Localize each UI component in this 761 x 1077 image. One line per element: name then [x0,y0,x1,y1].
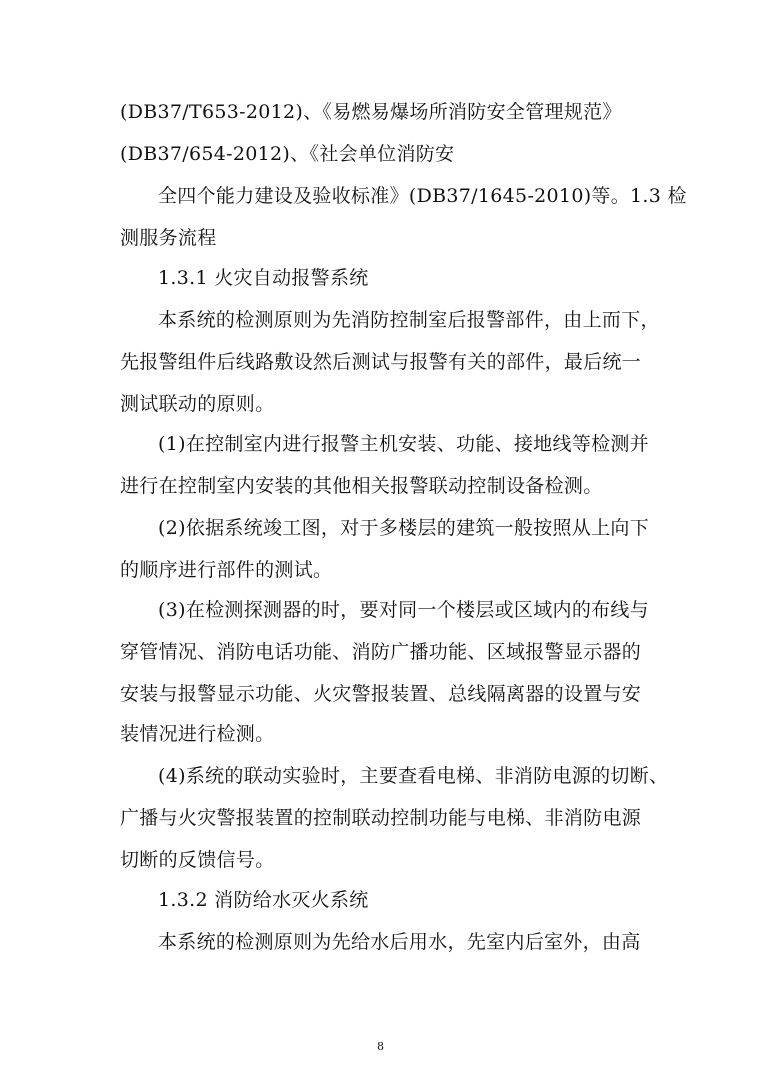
text-line-8: 测试联动的原则。 [120,393,275,415]
text-line-12: 的顺序进行部件的测试。 [120,559,333,581]
text-line-19: 切断的反馈信号。 [120,849,275,871]
text-line-11: (2)依据系统竣工图，对于多楼层的建筑一般按照从上向下 [158,517,650,539]
text-line-15: 安装与报警显示功能、火灾警报装置、总线隔离器的设置与安 [120,683,642,705]
text-line-14: 穿管情况、消防电话功能、消防广播功能、区域报警显示器的 [120,641,642,663]
text-line-16: 装情况进行检测。 [120,723,275,745]
text-line-10: 进行在控制室内安装的其他相关报警联动控制设备检测。 [120,475,603,497]
text-line-9: (1)在控制室内进行报警主机安装、功能、接地线等检测并 [158,433,650,455]
text-line-17: (4)系统的联动实验时，主要查看电梯、非消防电源的切断、 [158,765,669,787]
text-line-21: 本系统的检测原则为先给水后用水，先室内后室外，由高 [158,931,641,953]
text-line-4: 测服务流程 [120,227,217,249]
text-line-1: (DB37/T653-2012)、《易燃易爆场所消防安全管理规范》 [120,101,622,123]
text-line-2: (DB37/654-2012)、《社会单位消防安 [120,143,455,165]
page-number: 8 [377,1040,384,1053]
text-line-6: 本系统的检测原则为先消防控制室后报警部件，由上而下， [158,309,660,331]
section-heading-1-3-2: 1.3.2 消防给水灭火系统 [158,889,369,911]
text-line-18: 广播与火灾警报装置的控制联动控制功能与电梯、非消防电源 [120,807,642,829]
text-line-13: (3)在检测探测器的时，要对同一个楼层或区域内的布线与 [158,599,650,621]
text-line-7: 先报警组件后线路敷设然后测试与报警有关的部件，最后统一 [120,351,642,373]
text-line-3: 全四个能力建设及验收标准》(DB37/1645-2010)等。1.3 检 [158,185,687,207]
section-heading-1-3-1: 1.3.1 火灾自动报警系统 [158,267,369,289]
